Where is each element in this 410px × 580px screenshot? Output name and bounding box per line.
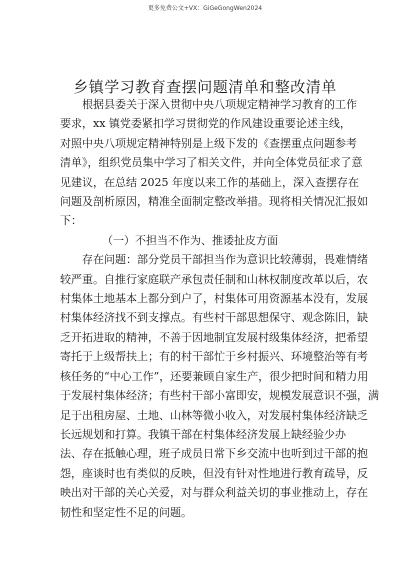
body-line: 村集体经济找不到支撑点。有些村干部思想保守、观念陈旧，缺 xyxy=(60,311,368,325)
body-line: 韧性和坚定性不足的问题。 xyxy=(60,505,192,519)
body-line: 核任务的“中心工作”，还要兼顾自家生产，很少把时间和精力用 xyxy=(60,369,369,383)
document-title: 乡镇学习教育查摆问题清单和整改清单 xyxy=(73,78,337,96)
body-line: 足于出租房屋、土地、山林等微小收入，对发展村集体经济缺乏 xyxy=(60,408,368,422)
body-line: 于发展村集体经济；有些村干部小富即安，规模发展意识不强，满 xyxy=(60,389,379,403)
body-line: 较严重。自推行家庭联产承包责任制和山林权制度改革以后，农 xyxy=(60,272,368,286)
body-line: 长远规划和打算。我镇干部在村集体经济发展上缺经验少办 xyxy=(60,427,346,441)
body-line: 根据县委关于深入贯彻中央八项规定精神学习教育的工作 xyxy=(82,98,357,111)
section-heading: （一）不担当不作为、推诿扯皮方面 xyxy=(102,233,278,247)
body-line: 映出对干部的关心关爱，对与群众利益关切的事业推动上，存在 xyxy=(60,486,368,500)
body-line: 存在问题：部分党员干部担当作为意识比较薄弱，畏难情绪 xyxy=(82,253,368,267)
body-line: 对照中央八项规定精神特别是上级下发的《查摆重点问题参考 xyxy=(60,136,357,150)
body-line: 乏开拓进取的精神，不善于因地制宜发展村级集体经济，把希望 xyxy=(60,330,368,344)
body-line: 见建议，在总结 2025 年度以来工作的基础上，深入查摆存在 xyxy=(60,175,359,189)
body-line: 怨，座谈时也有类似的反映，但没有针对性地进行教育疏导，反 xyxy=(60,466,368,480)
body-line: 问题及剖析原因，精准全面制定整改举措。现将相关情况汇报如 xyxy=(60,195,368,209)
body-line: 村集体土地基本上都分到户了，村集体可用资源基本没有，发展 xyxy=(60,292,368,306)
body-line: 清单》，组织党员集中学习了相关文件，并向全体党员征求了意 xyxy=(60,156,363,170)
document-body xyxy=(60,95,379,522)
body-line: 下： xyxy=(60,214,82,228)
body-line: 寄托于上级帮扶上；有的村干部忙于乡村振兴、环境整治等有考 xyxy=(60,350,368,364)
watermark-text: 更多免费公文+VX：GiGeGongWen2024 xyxy=(147,5,263,12)
body-line: 要求，xx 镇党委紧扣学习贯彻党的作风建设重要论述主线， xyxy=(60,117,351,131)
body-line: 法、存在抵触心理，班子成员日常下乡交流中也听到过干部的抱 xyxy=(60,447,368,461)
